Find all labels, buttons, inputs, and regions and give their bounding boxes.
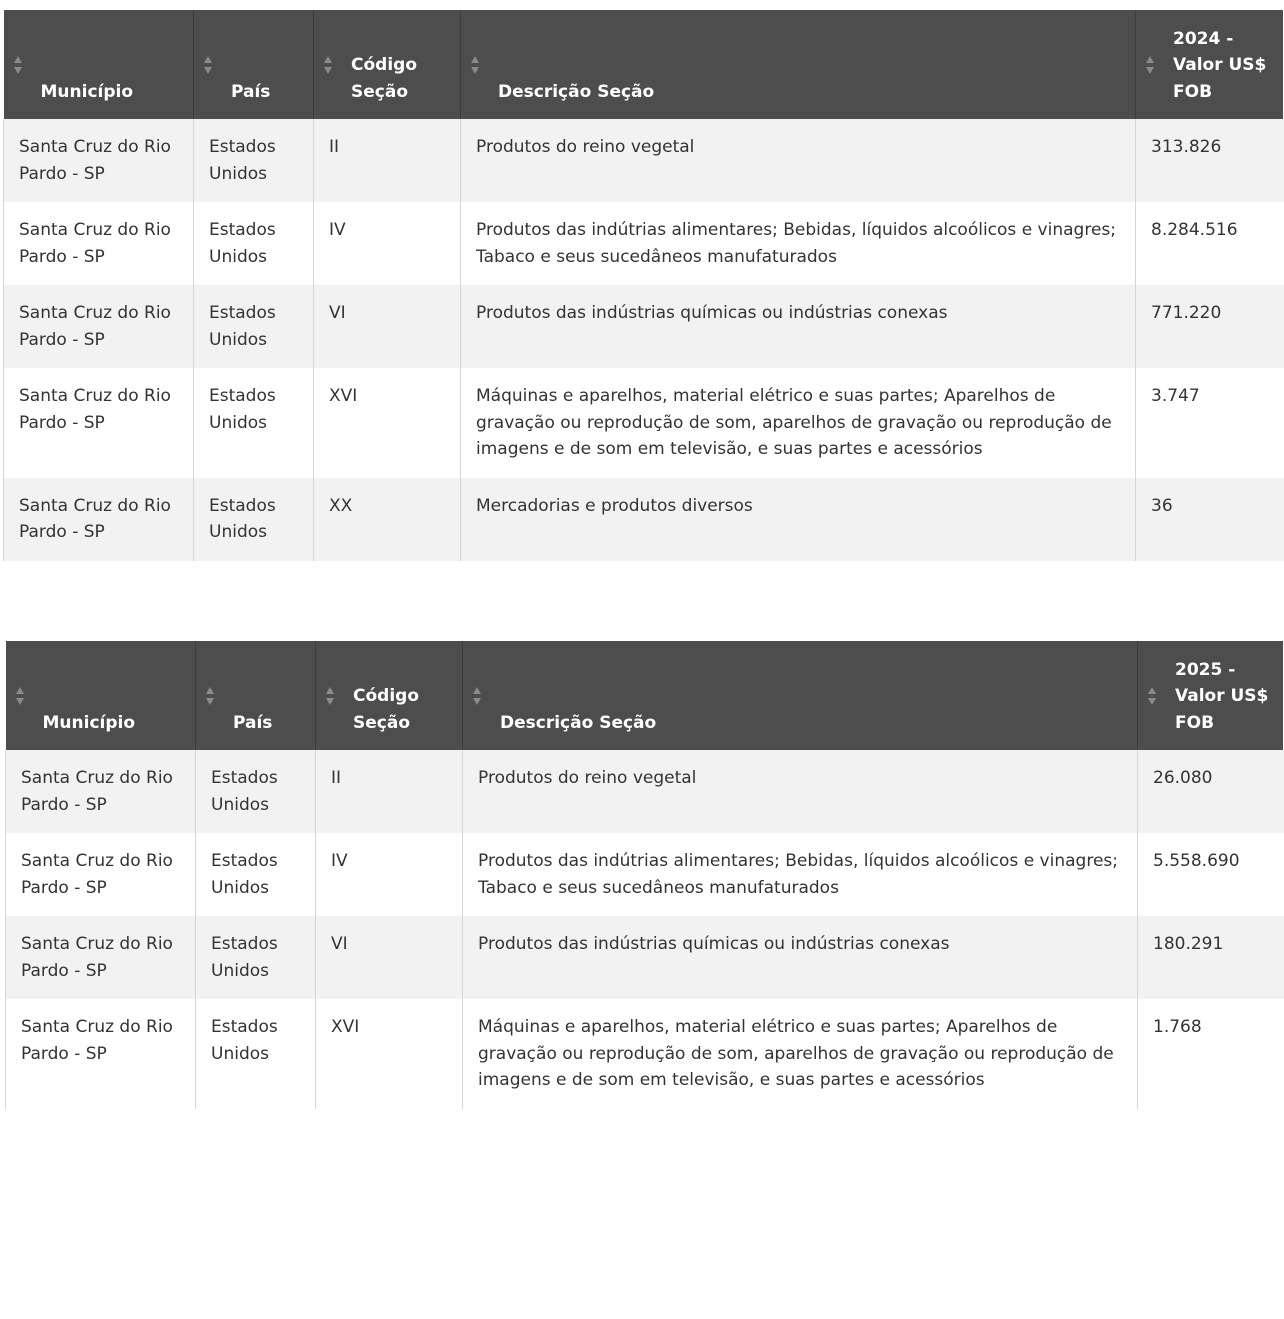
cell-codigo-secao: II — [314, 119, 461, 202]
cell-descricao-secao: Produtos das indústrias químicas ou indústrias conexas — [463, 916, 1138, 999]
column-header-codigo-secao[interactable] — [316, 641, 463, 750]
cell-valor-fob: 3.747 — [1136, 368, 1284, 478]
cell-pais: Estados Unidos — [194, 202, 314, 285]
cell-valor-fob: 8.284.516 — [1136, 202, 1284, 285]
export-table-2024 — [3, 10, 1284, 561]
column-header-label: Descrição Seção — [498, 81, 655, 102]
table-row — [6, 833, 1284, 916]
column-header-municipio[interactable] — [4, 10, 194, 119]
cell-pais: Estados Unidos — [196, 916, 316, 999]
column-header-municipio[interactable] — [6, 641, 196, 750]
column-header-valor-2024[interactable] — [1136, 10, 1284, 119]
data-table — [5, 641, 1284, 1109]
table-row — [4, 285, 1284, 368]
column-header-pais[interactable] — [196, 641, 316, 750]
column-header-label: Município — [42, 712, 136, 733]
cell-pais: Estados Unidos — [194, 368, 314, 478]
cell-descricao-secao: Mercadorias e produtos diversos — [461, 478, 1136, 561]
cell-pais: Estados Unidos — [194, 119, 314, 202]
table-row — [4, 478, 1284, 561]
cell-municipio: Santa Cruz do Rio Pardo - SP — [4, 368, 194, 478]
table-header-row — [6, 641, 1284, 750]
cell-municipio: Santa Cruz do Rio Pardo - SP — [4, 202, 194, 285]
column-header-label: Município — [40, 81, 134, 102]
sort-both-icon — [13, 55, 23, 75]
cell-valor-fob: 5.558.690 — [1138, 833, 1284, 916]
cell-codigo-secao: XVI — [314, 368, 461, 478]
column-header-label: Código Seção — [353, 686, 419, 733]
table-row — [4, 202, 1284, 285]
sort-both-icon — [205, 686, 215, 706]
column-header-descricao-secao[interactable] — [461, 10, 1136, 119]
table-header-row — [4, 10, 1284, 119]
cell-pais: Estados Unidos — [196, 833, 316, 916]
cell-descricao-secao: Máquinas e aparelhos, material elétrico e suas partes; Aparelhos de gravação ou reprodução de som, aparelhos de gravação ou reprodução de imagens e de som em televisão, e suas partes e acessórios — [461, 368, 1136, 478]
cell-descricao-secao: Produtos do reino vegetal — [461, 119, 1136, 202]
cell-valor-fob: 180.291 — [1138, 916, 1284, 999]
cell-municipio: Santa Cruz do Rio Pardo - SP — [6, 833, 196, 916]
column-header-label: Descrição Seção — [500, 712, 657, 733]
cell-valor-fob: 771.220 — [1136, 285, 1284, 368]
sort-both-icon — [15, 686, 25, 706]
sort-both-icon — [470, 55, 480, 75]
table-row — [6, 999, 1284, 1109]
column-header-valor-2025[interactable] — [1138, 641, 1284, 750]
cell-municipio: Santa Cruz do Rio Pardo - SP — [4, 285, 194, 368]
cell-codigo-secao: VI — [316, 916, 463, 999]
column-header-label: 2025 - Valor US$ FOB — [1175, 659, 1269, 733]
cell-codigo-secao: IV — [314, 202, 461, 285]
cell-descricao-secao: Produtos das indústrias químicas ou indústrias conexas — [461, 285, 1136, 368]
cell-municipio: Santa Cruz do Rio Pardo - SP — [4, 478, 194, 561]
column-header-codigo-secao[interactable] — [314, 10, 461, 119]
cell-valor-fob: 313.826 — [1136, 119, 1284, 202]
cell-codigo-secao: XVI — [316, 999, 463, 1109]
cell-valor-fob: 26.080 — [1138, 750, 1284, 833]
table-row — [4, 368, 1284, 478]
sort-both-icon — [1147, 686, 1157, 706]
cell-pais: Estados Unidos — [196, 999, 316, 1109]
sort-both-icon — [472, 686, 482, 706]
cell-codigo-secao: IV — [316, 833, 463, 916]
table-row — [6, 750, 1284, 833]
sort-both-icon — [203, 55, 213, 75]
cell-municipio: Santa Cruz do Rio Pardo - SP — [6, 750, 196, 833]
column-header-descricao-secao[interactable] — [463, 641, 1138, 750]
table-row — [6, 916, 1284, 999]
column-header-label: Código Seção — [351, 55, 417, 102]
cell-municipio: Santa Cruz do Rio Pardo - SP — [6, 916, 196, 999]
cell-descricao-secao: Produtos das indútrias alimentares; Bebidas, líquidos alcoólicos e vinagres; Tabaco e seus sucedâneos manufaturados — [463, 833, 1138, 916]
sort-both-icon — [1145, 55, 1155, 75]
cell-pais: Estados Unidos — [194, 285, 314, 368]
export-table-2025 — [5, 641, 1284, 1109]
cell-valor-fob: 36 — [1136, 478, 1284, 561]
cell-codigo-secao: VI — [314, 285, 461, 368]
column-header-label: País — [233, 712, 273, 733]
cell-valor-fob: 1.768 — [1138, 999, 1284, 1109]
cell-pais: Estados Unidos — [196, 750, 316, 833]
data-table — [3, 10, 1284, 561]
column-header-label: 2024 - Valor US$ FOB — [1173, 28, 1267, 102]
cell-descricao-secao: Produtos das indútrias alimentares; Bebidas, líquidos alcoólicos e vinagres; Tabaco e seus sucedâneos manufaturados — [461, 202, 1136, 285]
column-header-pais[interactable] — [194, 10, 314, 119]
cell-descricao-secao: Produtos do reino vegetal — [463, 750, 1138, 833]
cell-municipio: Santa Cruz do Rio Pardo - SP — [6, 999, 196, 1109]
cell-codigo-secao: II — [316, 750, 463, 833]
sort-both-icon — [323, 55, 333, 75]
cell-pais: Estados Unidos — [194, 478, 314, 561]
column-header-label: País — [231, 81, 271, 102]
cell-descricao-secao: Máquinas e aparelhos, material elétrico e suas partes; Aparelhos de gravação ou reprodução de som, aparelhos de gravação ou reprodução de imagens e de som em televisão, e suas partes e acessórios — [463, 999, 1138, 1109]
sort-both-icon — [325, 686, 335, 706]
cell-codigo-secao: XX — [314, 478, 461, 561]
cell-municipio: Santa Cruz do Rio Pardo - SP — [4, 119, 194, 202]
table-row — [4, 119, 1284, 202]
